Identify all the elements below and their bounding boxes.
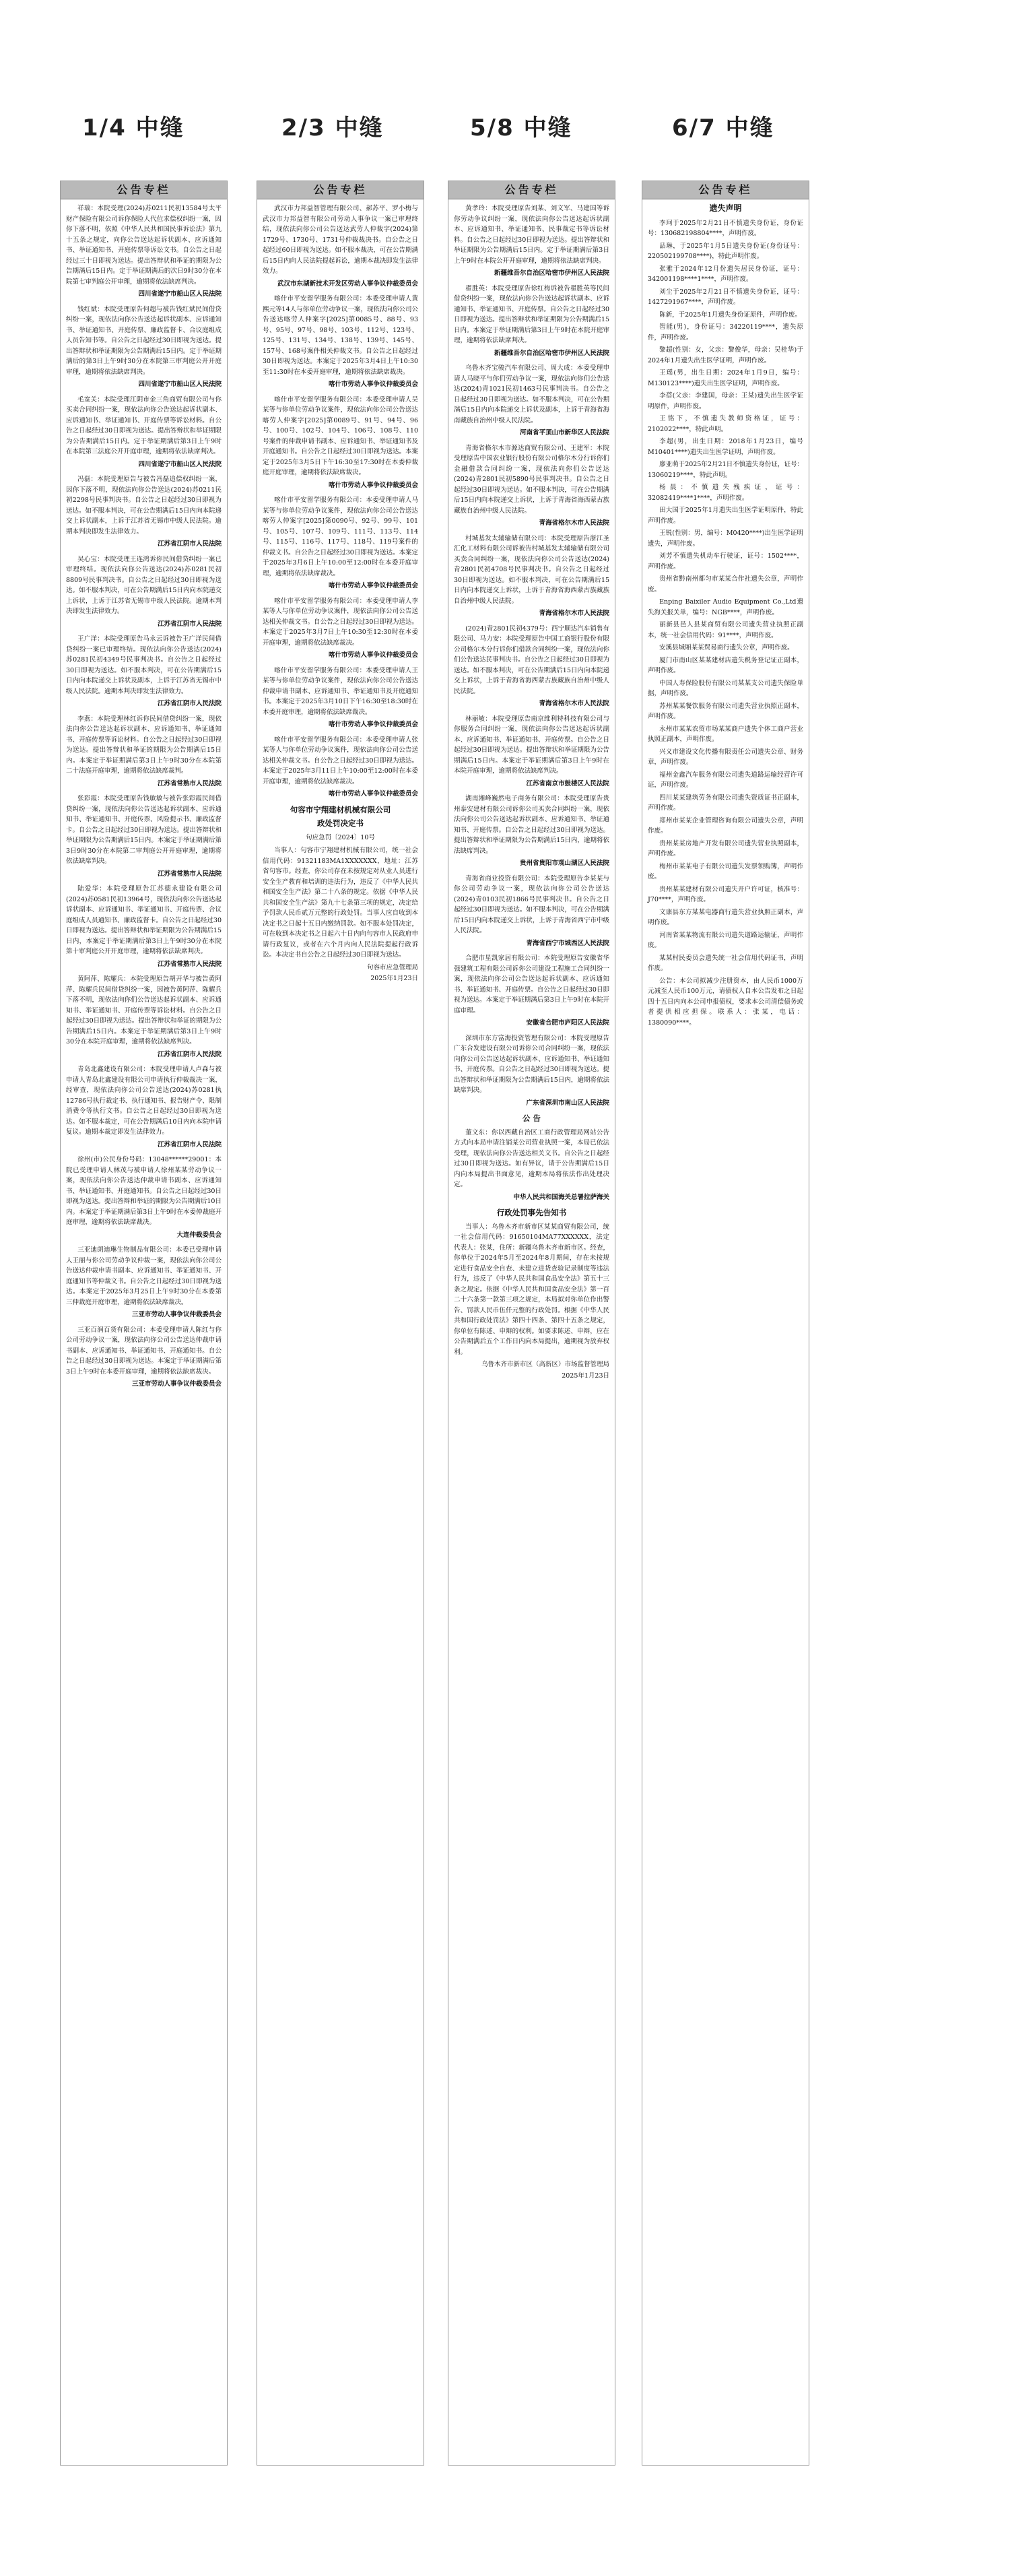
lost-statement-item: 梅州市某某电子有限公司遗失发票领购簿，声明作废。 [648, 862, 803, 880]
notice-item [66, 974, 222, 1060]
column-header: 公告专栏 [257, 181, 424, 199]
notice-signature: 河南省平顶山市新华区人民法院 [519, 429, 609, 437]
notice-item [263, 735, 418, 800]
lost-statement-item: 安溪县城厢某某贸易商行遗失公章，声明作废。 [659, 644, 794, 651]
public-announcement [454, 1114, 609, 1202]
notice-signature: 喀什市劳动人事争议仲裁委员会 [328, 651, 418, 659]
notice-signature: 江苏省江阴市人民法院 [157, 700, 222, 707]
lost-statement-item: 李超(男，出生日期：2018年1月23日，编号M10401****)遗失出生医学证明，声明作废。 [648, 438, 803, 456]
lost-statement-item: 兴义市建设文化传播有限责任公司遗失公章、财务章，声明作废。 [648, 748, 803, 766]
notice-signature: 武汉市东湖新技术开发区劳动人事争议仲裁委员会 [277, 280, 418, 288]
notice-text: 喀什市平安留学服务有限公司：本委受理申请人吴某等与你单位劳动争议案件，现依法向你公司公告送达喀劳人仲案字[2025]第0089号、91号、94号、96号、100号、102号、104号、106号、108号、110号案件的仲裁申请书副本、应诉通知书、举证通知书及开庭通知书。自公告之日起经过30日即视为送达。本案定于2025年3月5日下午16:30至17:30时在本委仲裁庭开庭审理，逾期将依法缺席裁决。 [263, 395, 418, 476]
penalty-decision [263, 805, 418, 984]
lost-statement-title: 遗失声明 [709, 203, 742, 213]
lost-statement-item: 品琳，于2025年1月5日遗失身份证(身份证号：220502199708****)，特此声明作废。 [648, 242, 803, 260]
notice-item [454, 953, 609, 1029]
notice-text: 吴心宝：本院受理王连鸿诉你民间借贷纠纷一案已审理终结。现依法向你公告送达(2024)苏0281民初8809号民事判决书。自公告之日起经过30日即视为送达。如不服本判决，可在公告期满后15日内向本院递交上诉状，上诉于江苏省无锡市中级人民法院。逾期本判决即发生法律效力。 [66, 555, 222, 615]
notice-text: 村城基发太辅输储有限公司：本院受理原告浙江圣汇化工材料有限公司诉被告村城基发太辅输储有限公司买卖合同纠纷一案，现依法向你公司公告送达(2024)青2801民初4708号民事判决书。自公告之日起经过30日即视为送达。如不服本判决，可在公告期满后15日内向本院递交上诉状，上诉于青海省海西蒙古族藏族自治州中级人民法院。 [454, 534, 609, 605]
lost-statement-item: 厦门市南山区某某建材店遗失税务登记证正副本，声明作废。 [648, 656, 803, 674]
notice-item [454, 794, 609, 869]
lost-statement-item: 某某村民委员会遗失统一社会信用代码证书，声明作废。 [648, 954, 803, 972]
notice-signature: 青海省格尔木市人民法院 [539, 519, 609, 527]
lost-statements-list [648, 218, 803, 1029]
notice-text: 张彩霞：本院受理原告钱敏敏与被告张彩霞民间借贷纠纷一案，现依法向你公告送达起诉状副本、应诉通知书、举证通知书、开庭传票、风险提示书、廉政监督卡。自公告之日起经过30日即视为送达。提出答辩状和举证期限为公告期满后15日内。本案定于举证期满后第3日9时30分在本院第二审判庭公开开庭审理，逾期将依法缺席判决。 [66, 795, 222, 865]
notice-text: 喀什市平安留学服务有限公司：本委受理申请人马某等与你单位劳动争议案件，现依法向你公司公告送达喀劳人仲案字[2025]第0090号、92号、99号、101号、105号、107号、109号、111号、113号、114号、115号、116号、117号、118号、119号案件的仲裁文书。自公告之日起经过30日即视为送达。本案定于2025年3月6日上午10:00至12:00时在本委开庭审理，逾期将依法缺席裁决。 [263, 496, 418, 577]
lost-statement-item: 公告：本公司拟减少注册资本，由人民币1000万元减至人民币100万元，请债权人自本公告发布之日起四十五日内向本公司申报债权，要求本公司清偿债务或者提供相应担保。联系人：张某，电话：1380090****。 [648, 977, 803, 1027]
notice-signature: 四川省遂宁市船山区人民法院 [138, 381, 222, 388]
decision-subtitle: 政处罚决定书 [317, 818, 364, 828]
lost-statement-item: 智能(男)，身份证号：34220119****，遗失原件，声明作废。 [648, 323, 803, 342]
notice-item [263, 395, 418, 491]
lost-statement-item: 杨晨：不慎遗失残疾证，证号：32082419****1****，声明作废。 [648, 484, 803, 502]
notice-signature: 新疆维吾尔自治区哈密市伊州区人民法院 [494, 349, 609, 357]
decision-title: 句容市宁翔建材机械有限公司 [290, 804, 391, 814]
lost-statement-item: 贵州某某房地产开发有限公司遗失营业执照副本，声明作废。 [648, 839, 803, 858]
notice-signature: 江苏省常熟市人民法院 [157, 960, 222, 968]
notice-item [454, 874, 609, 949]
column-header: 公告专栏 [61, 181, 227, 199]
notice-signature: 江苏省常熟市人民法院 [157, 870, 222, 878]
lost-statement-item: 黎超(性别：女，父亲：黎俊华，母亲：吴桂华)于2024年1月遗失出生医学证明，声明作废。 [648, 346, 803, 364]
notice-item [263, 203, 418, 289]
column-label-1: 1/4 中缝 [82, 115, 184, 141]
notice-signature: 江苏省常熟市人民法院 [157, 779, 222, 787]
lost-statement-item: 廖亚萌于2025年2月21日不慎遗失身份证，证号：13060219****，特此声明。 [648, 461, 803, 479]
notice-text: 黄孝玲：本院受理原告刘某、刘文军、马建国等诉你劳动争议纠纷一案，现依法向你公告送达起诉状副本、应诉通知书、举证通知书、民事裁定书等诉讼材料。自公告之日起经过30日即视为送达。提出答辩状和举证期限为公告期满后15日内。定于举证期满后第3日上午9时在本院公开开庭审理，逾期将依法缺席判决。 [454, 205, 609, 265]
column-header: 公告专栏 [642, 181, 809, 199]
notice-text: 冯磊：本院受理原告与被告冯磊追偿权纠纷一案，因你下落不明，现依法向你公告送达(2024)苏0211民初2298号民事判决书。自公告之日起经过30日即视为送达。如不服本判决，可在公告期满后15日内向本院递交上诉状副本，上诉于江苏省无锡市中级人民法院。逾期本判决即发生法律效力。 [66, 476, 222, 536]
notice-item [454, 363, 609, 439]
notice-text: 黄阿萍、陈耀兵：本院受理原告胡开华与被告黄阿萍、陈耀兵民间借贷纠纷一案，因被告黄阿萍、陈耀兵下落不明，现依法向你们公告送达起诉状副本、应诉通知书、举证通知书、开庭传票等诉讼材料。自公告之日起经过30日即视为送达。提出答辩状和举证的期限为公告期满后15日内。本案定于举证期满后第3日上午9时30分在本院开庭审理，逾期将依法缺席判决。 [66, 975, 222, 1045]
notice-item [454, 203, 609, 279]
notice-column-4 [642, 181, 809, 2466]
notice-text: 喀什市平安留学服务有限公司：本委受理申请人黄熙元等14人与你单位劳动争议一案，现依法向你公司公告送达喀劳人仲案字[2025]第0085号、88号、93号、95号、97号、98号、103号、112号、123号、125号、131号、134号、138号、139号、145号、157号、168号案件相关仲裁文书。自公告之日起经过30日即视为送达。本案定于2025年3月4日上午10:30至11:30时在本委开庭审理，逾期将依法缺席裁决。 [263, 295, 418, 376]
notice-signature: 江苏省南京市鼓楼区人民法院 [526, 779, 609, 787]
notice-text: 徐州(市)公民身份号码：13048******29001：本院已受理申请人林茂与被申请人徐州某某劳动争议一案，现依法向你公告送达仲裁申请书副本、应诉通知书、举证通知书、开庭通知书。自公告之日起经过30日即视为送达。提出答辩和举证的期限为公告期满后10日内。本案定于举证期满后第3日上午9时在本委仲裁庭开庭审理，逾期将依法缺席裁决。 [66, 1156, 222, 1226]
notice-text: 三亚迪朗迪琳生物制品有限公司：本委已受理申请人王丽与你公司劳动争议仲裁一案，现依法向你公司公告送达仲裁申请书副本、应诉通知书、举证通知书、开庭通知书等仲裁文书。自公告之日起经过30日即视为送达。本案定于2025年3月25日上午9时30分在本委第三仲裁庭开庭审理，逾期将依法缺席裁决。 [66, 1246, 222, 1306]
notice-item [454, 624, 609, 709]
notice-text: 钱红斌：本院受理原告何超与被告钱红斌民间借贷纠纷一案，现依法向你公告送达起诉状副本、应诉通知书、举证通知书、开庭传票、廉政监督卡、合议庭组成人员告知书等。自公告之日起经过30日即视为送达。提出答辩状和举证期限为公告期满后15日内。定于举证期满后的第3日上午9时30分在本院第三审判庭公开开庭审理，逾期将依法缺席判决。 [66, 305, 222, 376]
notice-signature: 喀什市劳动人事争议仲裁委员会 [328, 582, 418, 589]
decision-text: 当事人：句容市宁翔建材机械有限公司，统一社会信用代码：91321183MA1XXXXXXX，地址：江苏省句容市。经查，你公司存在未按规定对从业人员进行安全生产教育和培训的违法行为，违反了《中华人民共和国安全生产法》第二十八条的规定。依据《中华人民共和国安全生产法》第九十七条第三项的规定，决定给予罚款人民币贰万元整的行政处罚。当事人应自收到本决定书之日起十五日内缴纳罚款。如不服本处罚决定，可在收到本决定书之日起六十日内向句容市人民政府申请行政复议，或者在六个月内向人民法院提起行政诉讼。本决定书自公告之日起经过30日即视为送达。 [263, 847, 418, 959]
notice-text: 深圳市东方富海投资管理有限公司：本院受理原告广东合发建设有限公司诉你公司合同纠纷一案，现依法向你公司公告送达起诉状副本、应诉通知书、举证通知书、开庭传票。自公告之日起经过30日即视为送达。提出答辩状和举证期限为公告期满后15日内，逾期将依法缺席判决。 [454, 1034, 609, 1094]
lost-statement-item: 苏州某某餐饮服务有限公司遗失营业执照正副本，声明作废。 [648, 702, 803, 720]
penalty-date: 2025年1月23日 [562, 1372, 609, 1380]
announcement-signature: 中华人民共和国海关总署拉萨海关 [513, 1193, 609, 1201]
notice-item [66, 203, 222, 300]
notice-signature: 喀什市劳动人事争议仲裁委员会 [328, 790, 418, 798]
penalty-title: 行政处罚事先告知书 [496, 1208, 567, 1217]
lost-statement-item: 文康县东方某某电器商行遗失营业执照正副本，声明作废。 [648, 908, 803, 926]
lost-statement-item: 福州金鑫汽车服务有限公司遗失道路运输经营许可证，声明作废。 [648, 771, 803, 789]
notice-item [454, 1033, 609, 1109]
lost-statement-item: Enping Baixiler Audio Equipment Co.,Ltd遗失海关报关单，编号：NGB****，声明作废。 [648, 598, 803, 616]
notice-item [66, 1064, 222, 1150]
lost-statement-item: 刘芳不慎遗失机动车行驶证，证号：1502****，声明作废。 [648, 552, 803, 571]
notice-signature: 四川省遂宁市船山区人民法院 [138, 460, 222, 468]
decision-doc-number: 句应急罚〔2024〕10号 [306, 833, 375, 841]
notice-signature: 喀什市劳动人事争议仲裁委员会 [328, 481, 418, 489]
column-label-3: 5/8 中缝 [470, 115, 572, 141]
notice-text: 乌鲁木齐宝骏汽车有限公司、周大成：本委受理申请人马晓平与你们劳动争议一案，现依法向你们公告送达(2024)青1021民初1463号民事判决书。自公告之日起经过30日即视为送达。如不服本判决，可在公告期满后15日内向本院递交上诉状及副本，上诉于青海省海南藏族自治州中级人民法院。 [454, 364, 609, 424]
lost-statement-item: 贵州某某建材有限公司遗失开户许可证，核准号：J70****，声明作废。 [648, 885, 803, 903]
notice-text: 王广洋：本院受理原告马永云诉被告王广洋民间借贷纠纷一案已审理终结。现依法向你公告送达(2024)苏0281民初4349号民事判决书。自公告之日起经过30日即视为送达。如不服本判决，可在公告期满后15日内向本院递交上诉状及副本，上诉于江苏省无锡市中级人民法院。逾期本判决即发生法律效力。 [66, 635, 222, 695]
notice-column-2 [257, 181, 424, 2466]
notice-signature: 喀什市劳动人事争议仲裁委员会 [328, 721, 418, 728]
notice-signature: 江苏省江阴市人民法院 [157, 540, 222, 548]
notice-signature: 三亚市劳动人事争议仲裁委员会 [131, 1311, 222, 1318]
notice-signature: 青海省格尔木市人民法院 [539, 610, 609, 617]
decision-date: 2025年1月23日 [370, 975, 418, 982]
notice-text: 喀什市平安留学服务有限公司：本委受理申请人李某等人与你单位劳动争议案件，现依法向你公司公告送达相关仲裁文书。自公告之日起经过30日即视为送达。本案定于2025年3月7日上午10:30至12:30时在本委开庭审理，逾期将依法缺席裁决。 [263, 597, 418, 647]
notice-signature: 青海省西宁市城西区人民法院 [526, 939, 609, 947]
notices-list [263, 203, 418, 800]
penalty-signature: 乌鲁木齐市新市区（高新区）市场监督管理局 [481, 1361, 609, 1368]
notice-item [66, 634, 222, 709]
penalty-notice [454, 1208, 609, 1381]
notice-item [66, 474, 222, 550]
lost-statement-item: 刘尘于2025年2月21日不慎遗失身份证，证号：1427291967****，声明作废。 [648, 288, 803, 306]
lost-statement-item: 四川某某建筑劳务有限公司遗失资质证书正副本，声明作废。 [648, 794, 803, 812]
notice-item [454, 714, 609, 790]
lost-statement-item: 郑州市某某企业管理咨询有限公司遗失公章，声明作废。 [648, 816, 803, 835]
notice-item [66, 714, 222, 790]
notice-signature: 喀什市劳动人事争议仲裁委员会 [328, 381, 418, 388]
notice-signature: 江苏省江阴市人民法院 [157, 1050, 222, 1058]
notice-text: 林丽敏：本院受理原告南京维利特科技有限公司与你服务合同纠纷一案，现依法向你公告送达起诉状副本、应诉通知书、举证通知书、开庭传票。自公告之日起经过30日即视为送达。提出答辩状和举证期限为公告期满后15日内。本案定于举证期满后第3日上午9时在本院开庭审理，逾期将依法缺席判决。 [454, 715, 609, 775]
announcement-title: 公 告 [522, 1114, 541, 1123]
notice-item [454, 534, 609, 619]
notice-text: 青海省商业投资有限公司：本院受理原告李某某与你公司劳动争议一案，现依法向你公司公告送达(2024)青0103民初1866号民事判决书。自公告之日起经过30日即视为送达。如不服本判决，可在公告期满后15日内向本院递交上诉状，上诉于青海省西宁市中级人民法院。 [454, 874, 609, 934]
notice-text: 青海省格尔木市源达商贸有限公司、王建军：本院受理原告中国农业银行股份有限公司格尔木分行诉你们金融借款合同纠纷一案，现依法向你们公告送达(2024)青2801民初5890号民事判决书。自公告之日起经过30日即视为送达。如不服本判决，可在公告期满后15日内向本院递交上诉状，上诉于青海省海西蒙古族藏族自治州中级人民法院。 [454, 444, 609, 515]
notice-signature: 广东省深圳市南山区人民法院 [526, 1099, 609, 1107]
notice-signature: 安徽省合肥市庐阳区人民法院 [526, 1019, 609, 1027]
lost-statement-item: 中国人寿保险股份有限公司某某支公司遗失保险单据，声明作废。 [648, 679, 803, 697]
notice-text: 青岛北鑫建设有限公司：本院受理申请人卢森与被申请人青岛北鑫建设有限公司申请执行仲裁裁决一案，经审查，现依法向你公司公告送达(2024)苏0281执12786号执行裁定书、执行通知书、报告财产令、限制消费令等执行文书。自公告之日起经过30日即视为送达。如不服本裁定，可在公告期满后10日内向本院申请复议。逾期本裁定即发生法律效力。 [66, 1066, 222, 1136]
notice-item [263, 495, 418, 591]
notice-item [454, 284, 609, 359]
notice-item [66, 884, 222, 969]
notice-item [66, 304, 222, 390]
notice-text: 翟胜英：本院受理原告徐红梅诉被告翟胜英等民间借贷纠纷一案，现依法向你公告送达起诉状副本、应诉通知书、举证通知书、开庭传票。自公告之日起经过30日即视为送达。提出答辩状和举证期限为公告期满后15日内。本案定于举证期满后第3日上午9时在本院开庭审理，逾期将依法缺席判决。 [454, 284, 609, 344]
lost-statement-item: 王瑶(男，出生日期：2024年1月9日，编号：M130123****)遗失出生医学证明，声明作废。 [648, 369, 803, 387]
announcement-text: 董文东：你以西藏自治区工商行政管理局网站公告方式向本局申请注销某公司营业执照一案，本局已依法受理，现依法向你公告送达相关文书。自公告之日起经过30日即视为送达。如有异议，请于公告期满后15日内向本局提出书面意见，逾期本局将依法作出处理决定。 [454, 1128, 609, 1188]
column-header: 公告专栏 [448, 181, 615, 199]
decision-signature: 句容市应急管理局 [366, 963, 418, 971]
notice-text: 喀什市平安留学服务有限公司：本委受理申请人张某等人与你单位劳动争议案件，现依法向你公司公告送达相关仲裁文书。自公告之日起经过30日即视为送达。本案定于2025年3月11日上午10:00至12:00时在本委开庭审理，逾期将依法缺席裁决。 [263, 736, 418, 785]
notice-signature: 贵州省贵阳市观山湖区人民法院 [519, 860, 609, 867]
notice-item [66, 395, 222, 470]
lost-statement-item: 李珂于2025年2月21日不慎遗失身份证，身份证号：130682198804****，声明作废。 [648, 219, 803, 237]
notice-item [454, 443, 609, 529]
notices-list [66, 203, 222, 1390]
lost-statement-item: 河南省某某物流有限公司遗失道路运输证，声明作废。 [648, 931, 803, 949]
notice-signature: 大连仲裁委员会 [176, 1231, 222, 1239]
notice-item [66, 794, 222, 879]
notice-text: 祥瑞：本院受理(2024)苏0211民初13584号太平财产保险有限公司诉你保险人代位求偿权纠纷一案，因你下落不明，依照《中华人民共和国民事诉讼法》第九十五条之规定，向你公告送达起诉状副本、应诉通知书、举证通知书、开庭传票等诉讼文书。自公告之日起经过三十日即视为送达。提出答辩状和举证的期限为公告期满后15日内。定于举证期满后的次日9时30分在本院第七审判庭公开审理，逾期将依法缺席判决。 [66, 205, 222, 286]
notice-signature: 青海省格尔木市人民法院 [539, 700, 609, 707]
lost-statement-item: 陈新，于2025年1月遗失身份证原件，声明作废。 [659, 311, 801, 319]
notice-signature: 三亚市劳动人事争议仲裁委员会 [131, 1380, 222, 1388]
notice-signature: 江苏省江阴市人民法院 [157, 1140, 222, 1149]
column-label-2: 2/3 中缝 [281, 115, 384, 141]
notice-signature: 新疆维吾尔自治区哈密市伊州区人民法院 [494, 269, 609, 277]
notice-column-3 [448, 181, 615, 2466]
notice-item [66, 1155, 222, 1240]
notice-item [66, 1325, 222, 1390]
notice-text: 陆爱华：本院受理原告江苏德永建设有限公司(2024)苏0581民初13964号，现依法向你公告送达起诉状副本、应诉通知书、举证通知书、开庭传票、合议庭组成人员通知书、廉政监督卡。自公告之日起经过30日即视为送达。提出答辩状和举证期限为公告期满后15日内，本案定于举证期满后第3日上午9时30分在本院第十审判庭公开开庭审理，逾期将依法缺席判决。 [66, 885, 222, 955]
lost-statement-item: 李蓓(父亲：李建国，母亲：王某)遗失出生医学证明原件，声明作废。 [648, 392, 803, 410]
notice-text: 合肥市星凯家居有限公司：本院受理原告安徽省华强建筑工程有限公司诉你公司建设工程施工合同纠纷一案，现依法向你公司公告送达起诉状副本、应诉通知书、举证通知书、开庭传票。自公告之日起经过30日即视为送达。本案定于举证期满后第3日上午9时在本院开庭审理。 [454, 955, 609, 1015]
notice-item [66, 554, 222, 630]
notice-item [263, 294, 418, 390]
lost-statement-item: 贵州省黔南州都匀市某某合作社遗失公章，声明作废。 [648, 575, 803, 593]
lost-statement-item: 王铭下，不慎遗失教师资格证，证号：2102022****，特此声明。 [648, 415, 803, 433]
lost-statement-item: 田大国于2025年1月遗失出生医学证明原件，特此声明作废。 [648, 507, 803, 525]
notice-text: 三亚百润百货有限公司：本委受理申请人陈红与你公司劳动争议一案，现依法向你公司公告送达仲裁申请书副本、应诉通知书、举证通知书、开庭通知书。自公告之日起经过30日即视为送达。本案定于举证期满后第3日上午9时在本委开庭审理，逾期将依法缺席裁决。 [66, 1326, 222, 1376]
notice-item [263, 666, 418, 730]
lost-statement-item: 王锐(性别：男，编号：M0420****)出生医学证明遗失，声明作废。 [648, 529, 803, 548]
notice-column-1 [60, 181, 228, 2466]
notice-item [263, 596, 418, 661]
notice-signature: 四川省遂宁市船山区人民法院 [138, 290, 222, 298]
lost-statement-item: 永州市某某农贸市场某某商户遗失个体工商户营业执照正副本，声明作废。 [648, 725, 803, 743]
notice-text: 湖南湘峰巍然电子商务有限公司：本院受理原告贵州泰安建材有限公司诉你公司买卖合同纠纷一案，现依法向你公司公告送达起诉状副本、应诉通知书、举证通知书、开庭传票。自公告之日起经过30日即视为送达。提出答辩状和举证期限为公告期满后15日内，逾期将依法缺席判决。 [454, 795, 609, 855]
notice-text: 毛宽关：本院受理江阴市金三角商贸有限公司与你买卖合同纠纷一案，现依法向你公告送达起诉状副本、应诉通知书、举证通知书、开庭传票等诉讼材料。自公告之日起经过30日即视为送达。提出答辩状和举证期限为公告期满后15日内。定于举证期满后第3日上午9时在本院第三法庭公开开庭审理，逾期将依法缺席判决。 [66, 395, 222, 455]
lost-statement-item: 张雅于2024年12月份遗失居民身份证，证号：342001198****1****，声明作废。 [648, 265, 803, 283]
penalty-text: 当事人：乌鲁木齐市新市区某某商贸有限公司，统一社会信用代码：91650104MA77XXXXXX，法定代表人：张某，住所：新疆乌鲁木齐市新市区。经查，你单位于2024年5月至2024年8月期间，存在未按规定进行食品安全自查、未建立进货查验记录制度等违法行为，违反了《中华人民共和国食品安全法》第五十三条之规定。依据《中华人民共和国食品安全法》第一百二十六条第一款第三项之规定，本局拟对你单位作出警告、罚款人民币伍仟元整的行政处罚。根据《中华人民共和国行政处罚法》第四十四条、第四十五条之规定，你单位有陈述、申辩的权利。如要求陈述、申辩，应在公告期满后五个工作日内向本局提出，逾期视为放弃权利。 [454, 1223, 609, 1356]
notice-text: 李燕：本院受理林红诉你民间借贷纠纷一案，现依法向你公告送达起诉状副本、应诉通知书、举证通知书、开庭传票等诉讼材料。自公告之日起经过30日即视为送达。提出答辩状和举证的期限为公告期满后15日内。本案定于举证期满后第3日上午9时30分在本院第二十法庭开庭审理，逾期将依法缺席裁判。 [66, 715, 222, 775]
column-label-4: 6/7 中缝 [672, 115, 774, 141]
lost-statement-item: 丽新县邑人县某商贸有限公司遗失营业执照正副本，统一社会信用代码：91****，声明作废。 [648, 621, 803, 639]
notice-item [66, 1245, 222, 1320]
notices-list [454, 203, 609, 1108]
notice-text: 喀什市平安留学服务有限公司：本委受理申请人王某等与你单位劳动争议案件，现依法向你公司公告送达仲裁申请书副本、应诉通知书、举证通知书及开庭通知书。本案定于2025年3月10日下午16:30至18:30时在本委开庭审理，逾期将依法缺席裁决。 [263, 666, 418, 716]
notice-text: (2024)青2801民初4379号：西宁顺达汽车销售有限公司、马力安：本院受理原告中国工商银行股份有限公司格尔木分行诉你们借款合同纠纷一案，现依法向你们公告送达民事判决书。自公告之日起经过30日即视为送达。如不服本判决，可在公告期满后15日内向本院递交上诉状，上诉于青海省海西蒙古族藏族自治州中级人民法院。 [454, 624, 609, 695]
notice-signature: 江苏省江阴市人民法院 [157, 620, 222, 628]
notice-text: 武汉市力邦益智管理有限公司、郝苏平、罗小梅与武汉市力邦益智有限公司劳动人事争议一案已审理终结，现依法向你公司公告送达武劳人仲裁字(2024)第1729号、1730号、1731号仲裁裁决书。自公告之日起经过60日即视为送达。如不服本裁决，可在公告期满后15日内向人民法院提起诉讼，逾期本裁决即发生法律效力。 [263, 205, 418, 275]
